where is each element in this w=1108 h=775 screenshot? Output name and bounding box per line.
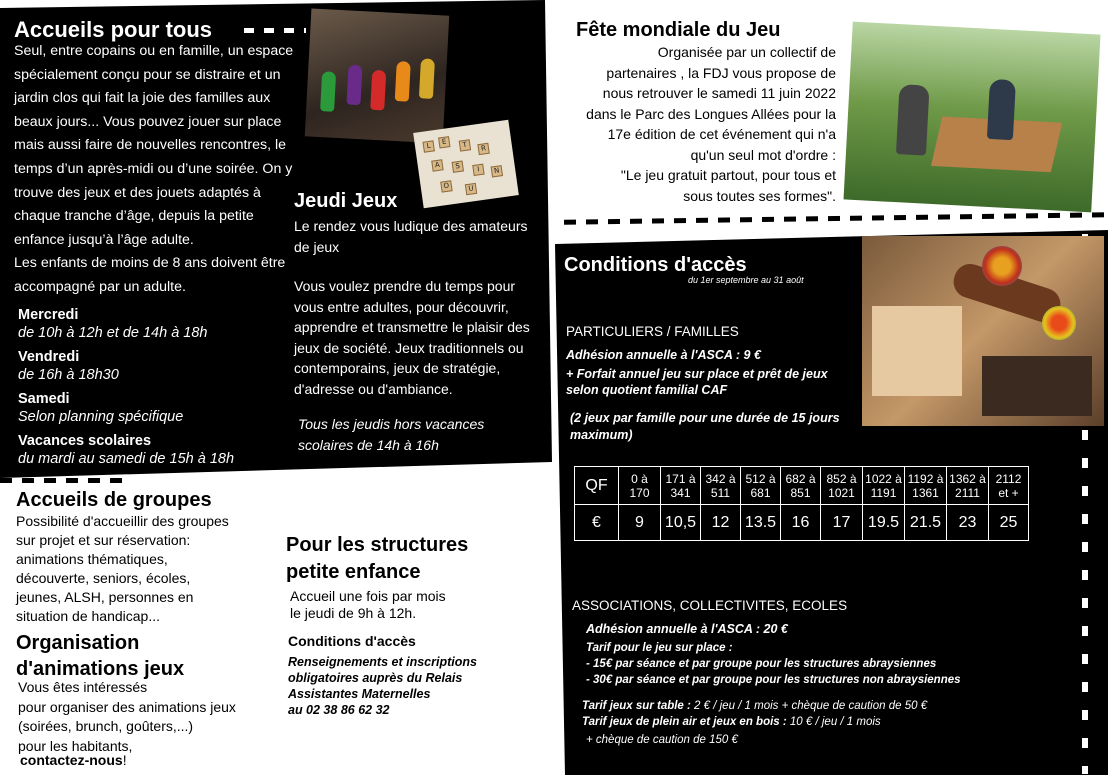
jeudi-jeux-note — [298, 414, 548, 455]
tarif-table — [582, 698, 927, 714]
body-line: découverte, seniors, écoles, — [16, 570, 191, 586]
body-line: "Le jeu gratuit partout, pour tous et — [620, 167, 836, 183]
qf-price-cell: 13.5 — [741, 505, 781, 541]
body-line: jeux de société. Jeux traditionnels ou — [294, 339, 524, 356]
body-line: 17e édition de cet événement qui n'a — [607, 126, 836, 142]
body-line: scolaires de 14h à 16h — [298, 436, 439, 453]
body-line: temps d’un après-midi ou d’une soirée. On y — [14, 160, 293, 177]
tarif-line: - 15€ par séance et par groupe pour les structures abraysiennes — [586, 658, 937, 670]
body-line: sur projet et sur réservation: — [16, 532, 191, 548]
qf-range-cell: 682 à 851 — [781, 467, 821, 505]
qf-price-cell: 16 — [781, 505, 821, 541]
body-line: maximum) — [570, 428, 633, 442]
tarif-plein-value: 10 € / jeu / 1 mois — [789, 716, 881, 728]
particuliers-forfait — [566, 366, 828, 398]
qf-label: QF — [575, 467, 619, 505]
schedule-hours: de 16h à 18h30 — [18, 367, 119, 383]
body-line: Seul, entre copains ou en famille, un espace — [14, 43, 294, 59]
body-line: partenaires , la FDJ vous propose de — [606, 64, 836, 81]
qf-range-cell: 1192 à 1361 — [905, 467, 947, 505]
body-line: chaque tranche d’âge, depuis la petite — [14, 208, 254, 225]
tarif-plein-label: Tarif jeux de plein air et jeux en bois : — [582, 716, 790, 728]
tarif-lines — [586, 656, 961, 688]
tarif-line: - 30€ par séance et par groupe pour les structures non abraysiennes — [586, 674, 961, 686]
schedule-day: Vendredi — [18, 349, 80, 365]
body-line: au 02 38 86 62 32 — [288, 703, 390, 717]
conditions-subtitle: du 1er septembre au 31 août — [688, 275, 804, 285]
qf-price-cell: 12 — [701, 505, 741, 541]
accueils-tous-body — [14, 40, 304, 300]
body-line: jardin clos qui fait la joie des familles aux — [14, 90, 271, 107]
body-line: + Forfait annuel jeu sur place et prêt de jeux — [566, 367, 828, 381]
groupes-title: Accueils de groupes — [16, 489, 212, 511]
title-dash — [244, 28, 306, 33]
fete-body — [560, 42, 836, 206]
particuliers-adhesion: Adhésion annuelle à l'ASCA : 9 € — [566, 348, 761, 362]
tarif-title: Tarif pour le jeu sur place : — [586, 642, 733, 654]
body-line: d'adresse ou d'ambiance. — [294, 380, 453, 397]
schedule-day: Mercredi — [18, 307, 79, 323]
assoc-adhesion: Adhésion annuelle à l'ASCA : 20 € — [586, 622, 788, 636]
jeudi-jeux-intro — [294, 216, 550, 258]
petite-enfance-body — [290, 588, 530, 622]
tarif-plein-air — [582, 714, 881, 730]
accueils-tous-title: Accueils pour tous — [14, 17, 213, 42]
body-line: de jeux — [294, 239, 340, 255]
body-line: Accueil une fois par mois — [290, 588, 446, 604]
petite-enfance-title — [286, 532, 468, 586]
body-line: pour les habitants, — [18, 737, 133, 754]
qf-range-cell: 0 à 170 — [619, 467, 661, 505]
qf-price-cell: 21.5 — [905, 505, 947, 541]
body-line: (2 jeux par famille pour une durée de 15 jours — [570, 411, 840, 425]
body-line: le jeudi de 9h à 12h. — [290, 605, 417, 621]
qf-range-cell: 342 à 511 — [701, 467, 741, 505]
mid-dash-line — [564, 212, 1108, 225]
body-line: (soirées, brunch, goûters,...) — [18, 718, 194, 734]
qf-price-cell: 19.5 — [863, 505, 905, 541]
schedule-day: Samedi — [18, 391, 70, 407]
title-line: Pour les structures — [286, 534, 469, 556]
tarif-plein-caution: + chèque de caution de 150 € — [586, 734, 738, 746]
body-line: jeunes, ALSH, personnes en — [16, 589, 194, 605]
top-dash-line — [494, 14, 542, 19]
body-line: spécialement conçu pour se distraire et un — [14, 66, 281, 83]
particuliers-limit — [570, 410, 840, 444]
petite-enfance-cond-body — [288, 654, 538, 718]
body-line: Vous êtes intéressés — [18, 679, 148, 695]
title-line: d'animations jeux — [16, 658, 185, 680]
qf-price-cell: 25 — [989, 505, 1029, 541]
body-line: dans le Parc des Longues Allées pour la — [586, 105, 836, 122]
qf-range-cell: 852 à 1021 — [821, 467, 863, 505]
body-line: Les enfants de moins de 8 ans doivent être — [14, 255, 286, 272]
fete-title: Fête mondiale du Jeu — [576, 19, 781, 41]
title-line: Organisation — [16, 632, 140, 654]
jeudi-jeux-title: Jeudi Jeux — [294, 190, 398, 212]
assoc-heading: ASSOCIATIONS, COLLECTIVITES, ECOLES — [572, 598, 848, 613]
body-line: contemporains, jeux de stratégie, — [294, 360, 501, 376]
qf-price-cell: 23 — [947, 505, 989, 541]
schedule-day: Vacances scolaires — [18, 433, 152, 449]
body-line: Vous voulez prendre du temps pour — [294, 278, 516, 294]
body-line: apprendre et transmettre le plaisir des — [294, 319, 530, 335]
body-line: situation de handicap... — [16, 608, 160, 624]
qf-range-cell: 2112 et + — [989, 467, 1029, 505]
qf-price-cell: 9 — [619, 505, 661, 541]
body-line: Organisée par un collectif de — [657, 44, 836, 60]
qf-price-cell: 10,5 — [661, 505, 701, 541]
letter-tiles-photo: L E T R A S I N O U — [413, 120, 519, 209]
qf-range-cell: 1362 à 2111 — [947, 467, 989, 505]
body-line: selon quotient familial CAF — [566, 383, 728, 397]
wooden-games-photo — [862, 236, 1104, 426]
schedule-hours: Selon planning spécifique — [18, 409, 184, 425]
organisation-title — [16, 630, 184, 682]
petite-enfance-cond-title: Conditions d'accès — [288, 633, 416, 649]
qf-range-cell: 171 à 341 — [661, 467, 701, 505]
qf-price-cell: 17 — [821, 505, 863, 541]
cta-end: ! — [122, 752, 127, 768]
particuliers-heading: PARTICULIERS / FAMILLES — [566, 324, 739, 339]
contact-link[interactable]: contactez-nous — [20, 752, 123, 768]
body-line: beaux jours... Vous pouvez jouer sur place — [14, 113, 282, 130]
body-line: obligatoires auprès du Relais — [288, 671, 463, 685]
board-game-pawns-photo — [305, 8, 450, 143]
body-line: Assistantes Maternelles — [288, 687, 431, 701]
body-line: nous retrouver le samedi 11 juin 2022 — [602, 85, 836, 101]
conditions-title: Conditions d'accès — [564, 254, 747, 276]
schedule-hours: de 10h à 12h et de 14h à 18h — [18, 325, 208, 341]
organisation-body — [18, 678, 288, 756]
body-line: Renseignements et inscriptions — [288, 655, 477, 669]
title-line: petite enfance — [286, 561, 421, 583]
body-line: Le rendez vous ludique des amateurs — [294, 218, 528, 234]
quotient-familial-table — [574, 466, 1029, 541]
body-line: accompagné par un adulte. — [14, 278, 186, 295]
tarif-table-label: Tarif jeux sur table : — [582, 700, 695, 712]
qf-range-cell: 1022 à 1191 — [863, 467, 905, 505]
park-games-photo — [844, 22, 1101, 213]
jeudi-jeux-body — [294, 276, 552, 399]
body-line: Possibilité d'accueillir des groupes — [16, 513, 229, 529]
organisation-cta-line — [20, 750, 127, 770]
body-line: vous entre adultes, pour découvrir, — [294, 298, 509, 315]
body-line: qu'un seul mot d'ordre : — [690, 146, 836, 163]
tarif-table-value: 2 € / jeu / 1 mois + chèque de caution de 50 € — [694, 700, 928, 712]
euro-label: € — [575, 505, 619, 541]
body-line: animations thématiques, — [16, 551, 168, 567]
qf-range-cell: 512 à 681 — [741, 467, 781, 505]
body-line: mais aussi faire de nouvelles rencontres, le — [14, 137, 287, 154]
body-line: pour organiser des animations jeux — [18, 698, 236, 715]
bottom-left-dash-line — [0, 478, 130, 483]
accueils-tous-schedule — [18, 306, 298, 474]
body-line: trouve des jeux et des jouets adaptés à — [14, 184, 261, 201]
schedule-hours: du mardi au samedi de 15h à 18h — [18, 451, 235, 467]
body-line: enfance jusqu’à l’âge adulte. — [14, 231, 194, 248]
body-line: sous toutes ses formes". — [683, 187, 836, 204]
groupes-body — [16, 512, 286, 626]
body-line: Tous les jeudis hors vacances — [298, 416, 485, 432]
